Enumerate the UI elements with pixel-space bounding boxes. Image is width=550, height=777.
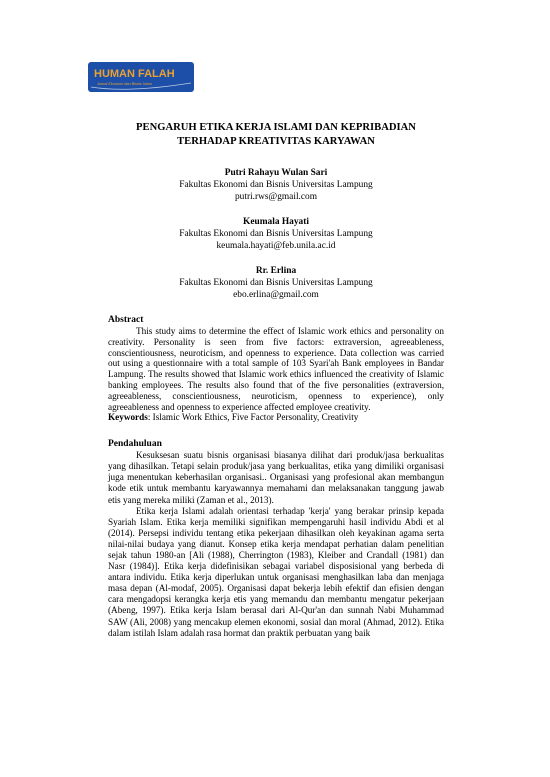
logo-brand: HUMAN FALAH — [94, 68, 175, 80]
keywords-label: Keywords — [108, 412, 148, 423]
author-block — [108, 167, 444, 203]
keywords-line — [108, 412, 444, 423]
title-line-1: PENGARUH ETIKA KERJA ISLAMI DAN KEPRIBADIAN — [136, 122, 416, 133]
keywords-text: : Islamic Work Ethics, Five Factor Personality, Creativity — [147, 412, 359, 423]
title-line-2: TERHADAP KREATIVITAS KARYAWAN — [177, 136, 375, 147]
abstract-text: This study aims to determine the effect of Islamic work ethics and personality on creativity. Personality is seen from five factors: extraversion, agreeableness, conscientiousness, neuroticism, and openness to experience. Data collection was carried out using a questionnaire with a total sample of 103 Syari'ah Bank employees in Bandar Lampung. The results showed that Islamic work ethics influenced the creativity of Islamic banking employees. The results also found that of the five personalities (extraversion, agreeableness, conscientiousness, neuroticism, openness to experience), only agreeableness and openness to experience affected employee creativity. — [108, 326, 444, 412]
author-block — [108, 265, 444, 301]
journal-logo — [88, 62, 194, 92]
author-name: Rr. Erlina — [255, 266, 297, 276]
author-email: keumala.hayati@feb.unila.ac.id — [216, 241, 336, 251]
body-paragraph-1: Kesuksesan suatu bisnis organisasi biasanya dilihat dari produk/jasa berkualitas yang dihasilkan. Tetapi selain produk/jasa yang berkualitas, etika yang dimiliki organisasi juga menentukan keberhasilan organisasi.. Organisasi yang profesional akan membangun kode etik untuk membantu karyawannya memahami dan melaksanakan tanggung jawab etis yang mereka miliki (Zaman et al., 2013). — [108, 450, 444, 505]
journal-logo-graphic — [88, 62, 194, 92]
author-email: putri.rws@gmail.com — [234, 192, 318, 202]
paper-title — [108, 121, 444, 149]
author-affiliation: Fakultas Ekonomi dan Bisnis Universitas Lampung — [179, 278, 373, 288]
author-list — [108, 167, 444, 301]
logo-tagline: Jurnal Ekonomi dan Bisnis Islam — [97, 82, 152, 86]
author-affiliation: Fakultas Ekonomi dan Bisnis Universitas Lampung — [179, 229, 373, 239]
author-name: Putri Rahayu Wulan Sari — [224, 168, 328, 178]
section-heading: Pendahuluan — [108, 439, 162, 450]
author-block — [108, 216, 444, 252]
paper-body — [108, 121, 444, 639]
author-affiliation: Fakultas Ekonomi dan Bisnis Universitas Lampung — [179, 180, 373, 190]
author-name: Keumala Hayati — [243, 217, 309, 227]
body-paragraph-2: Etika kerja Islami adalah orientasi terhadap 'kerja' yang berakar prinsip kepada Syariah Islam. Etika kerja memiliki signifikan mempengaruhi hasil individu Abdi et al (2014). Persepsi individu tentang etika pekerjaan dihasilkan oleh keyakinan agama serta nilai-nilai budaya yang dianut. Konsep etika kerja mendapat perhatian dalam penelitian sejak tahun 1980-an [Ali (1988), Cherrington (1983), Kleiber and Crandall (1981) dan Nasr (1984)]. Etika kerja didefinisikan sebagai variabel disposisional yang berbeda di antara individu. Etika kerja diperlukan untuk organisasi menghasilkan laba dan menjaga masa depan (Al-modaf, 2005). Organisasi dapat bekerja lebih efektif dan efisien dengan cara mengadopsi kerangka kerja etis yang memandu dan membantu mengatur pekerjaan (Abeng, 1997). Etika kerja Islam berasal dari Al-Qur'an dan sunnah Nabi Muhammad SAW (Ali, 2008) yang mencakup elemen ekonomi, sosial dan moral (Ahmad, 2012). Etika dalam istilah Islam adalah rasa hormat dan praktik perbuatan yang baik — [108, 505, 444, 638]
abstract-heading: Abstract — [108, 315, 144, 325]
author-email: ebo.erlina@gmail.com — [233, 290, 319, 300]
